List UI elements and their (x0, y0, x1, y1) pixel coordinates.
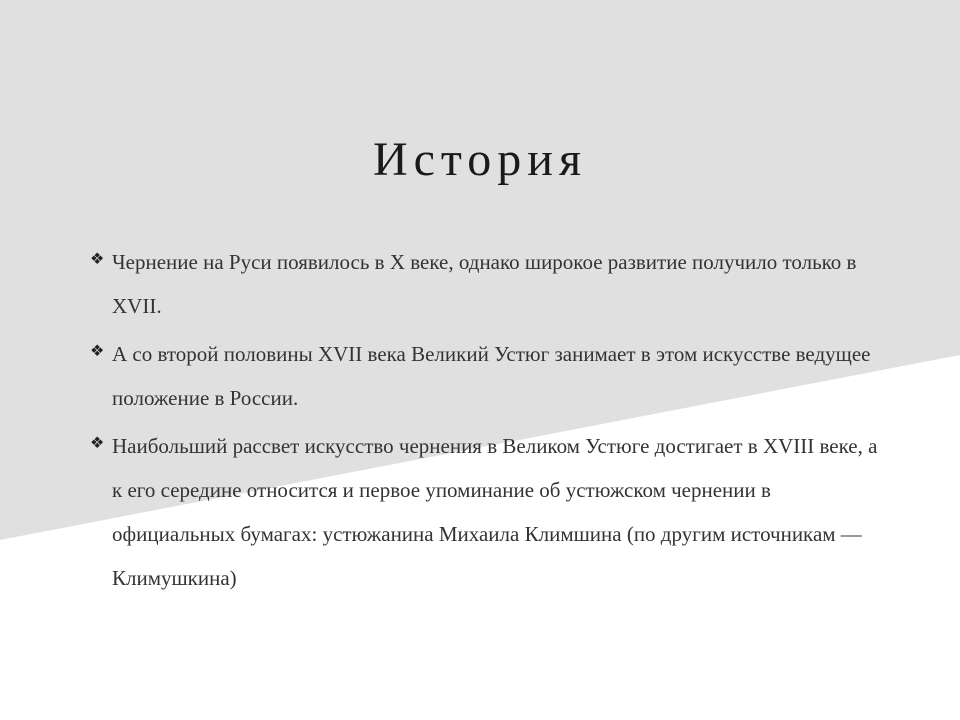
slide-title: История (372, 133, 588, 186)
diamond-bullet-icon: ❖ (90, 435, 105, 452)
bullet-item (90, 240, 880, 328)
diamond-bullet-icon: ❖ (90, 251, 105, 268)
bullet-text: Наибольший рассвет искусство чернения в Великом Устюге достигает в XVIII веке, а к его середине относится и первое упоминание об устюжском чернении в официальных бумагах: устюжанина Михаила Климшина (по другим источникам — Климушкина) (112, 434, 878, 590)
bullet-text: Чернение на Руси появилось в X веке, однако широкое развитие получило только в XVII. (112, 250, 857, 318)
bullet-list (90, 240, 880, 604)
bullet-text: А со второй половины XVII века Великий Устюг занимает в этом искусстве ведущее положение в России. (112, 342, 871, 410)
bullet-item (90, 332, 880, 420)
bullet-item (90, 424, 880, 600)
diamond-bullet-icon: ❖ (90, 343, 105, 360)
